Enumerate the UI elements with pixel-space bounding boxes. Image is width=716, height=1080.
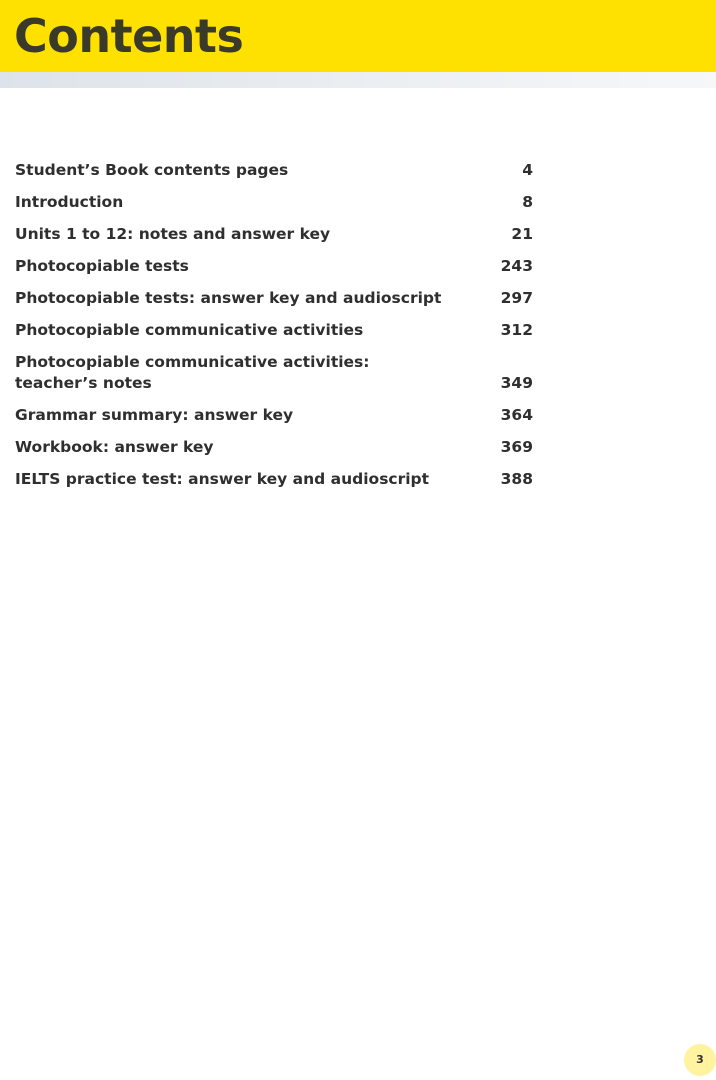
toc-entry-page: 349 [500,374,533,392]
toc-entry-label: Photocopiable tests [15,257,189,275]
toc-entry [15,320,533,341]
toc-entry [15,256,533,277]
toc-entry-page: 4 [522,161,533,179]
page-number-badge: 3 [684,1044,716,1076]
toc-entry [15,405,533,426]
header-divider [0,72,716,88]
toc-entry-page: 312 [500,321,533,339]
toc-entry-page: 21 [511,225,533,243]
toc-entry [15,469,533,490]
toc-entry-label: Student’s Book contents pages [15,161,289,179]
toc-entry-label: Units 1 to 12: notes and answer key [15,225,331,243]
toc-entry-page: 243 [500,257,533,275]
toc-entry-label: Grammar summary: answer key [15,406,294,424]
toc-entry-label: Workbook: answer key [15,438,214,456]
toc-entry-label: IELTS practice test: answer key and audioscript [15,470,430,488]
toc-entry-page: 8 [522,193,533,211]
toc-entry [15,288,533,309]
toc-entry-page: 364 [500,406,533,424]
toc-entry-label: Photocopiable communicative activities: teacher’s notes [15,353,370,392]
header-band [0,0,716,72]
toc-entry [15,160,533,181]
toc-entry [15,224,533,245]
toc-entry-page: 388 [500,470,533,488]
page-title: Contents [14,9,244,63]
toc-entry [15,192,533,213]
toc-entry-label: Introduction [15,193,124,211]
toc-entry [15,352,533,394]
toc-entry-label: Photocopiable communicative activities [15,321,364,339]
toc-entry-label: Photocopiable tests: answer key and audioscript [15,289,442,307]
toc-entry [15,437,533,458]
table-of-contents [15,160,533,501]
toc-entry-page: 297 [500,289,533,307]
toc-entry-page: 369 [500,438,533,456]
